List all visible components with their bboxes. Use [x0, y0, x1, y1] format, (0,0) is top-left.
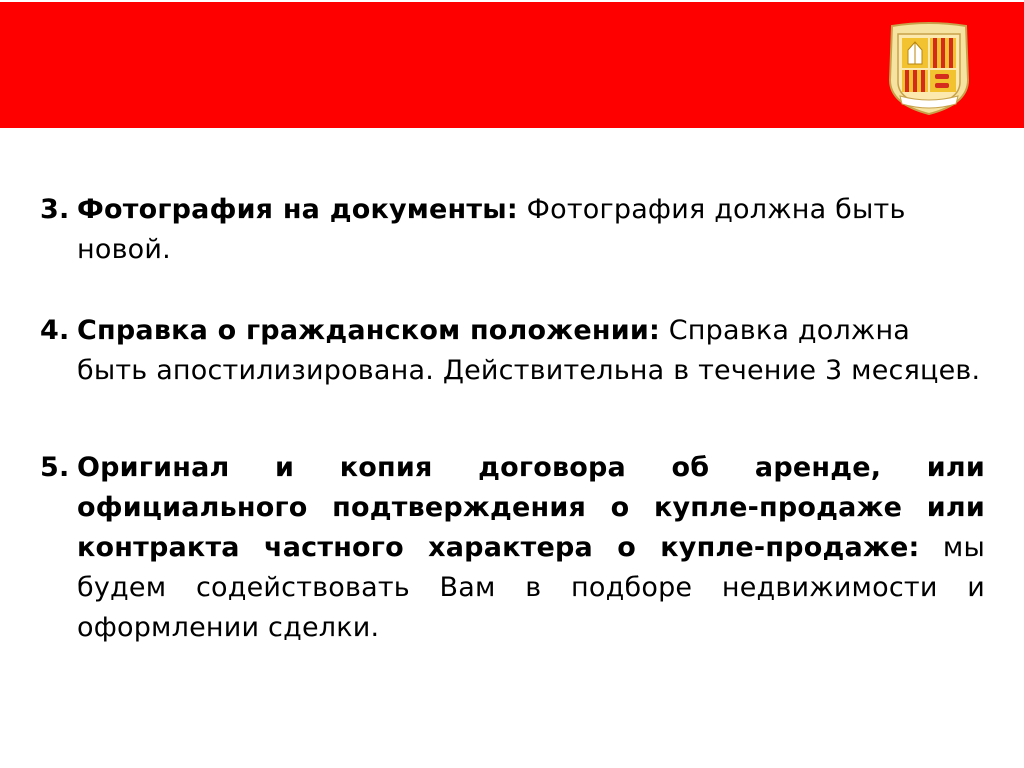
requirements-list — [40, 190, 985, 648]
header-band — [0, 2, 1024, 128]
list-item — [40, 190, 985, 270]
item-text — [77, 190, 985, 270]
item-body: мы будем содействовать Вам в подборе недвижимости и оформлении сделки. — [77, 532, 985, 643]
item-heading: Оригинал и копия договора об аренде, или официального подтверждения о купле-продаже или контракта частного характера о купле-продаже: — [77, 452, 985, 563]
item-number: 4. — [40, 315, 70, 346]
item-heading: Фотография на документы: — [77, 194, 518, 225]
item-body: Справка должна быть апостилизирована. Действительна в течение 3 месяцев. — [77, 315, 981, 386]
item-body: Фотография должна быть новой. — [77, 194, 906, 265]
item-number: 3. — [40, 194, 70, 225]
list-item — [40, 311, 985, 391]
andorra-coat-of-arms-icon — [886, 20, 972, 116]
list-item — [40, 448, 985, 648]
item-number: 5. — [40, 452, 70, 483]
item-text — [77, 311, 985, 391]
item-heading: Справка о гражданском положении: — [77, 315, 660, 346]
item-text — [77, 448, 985, 648]
